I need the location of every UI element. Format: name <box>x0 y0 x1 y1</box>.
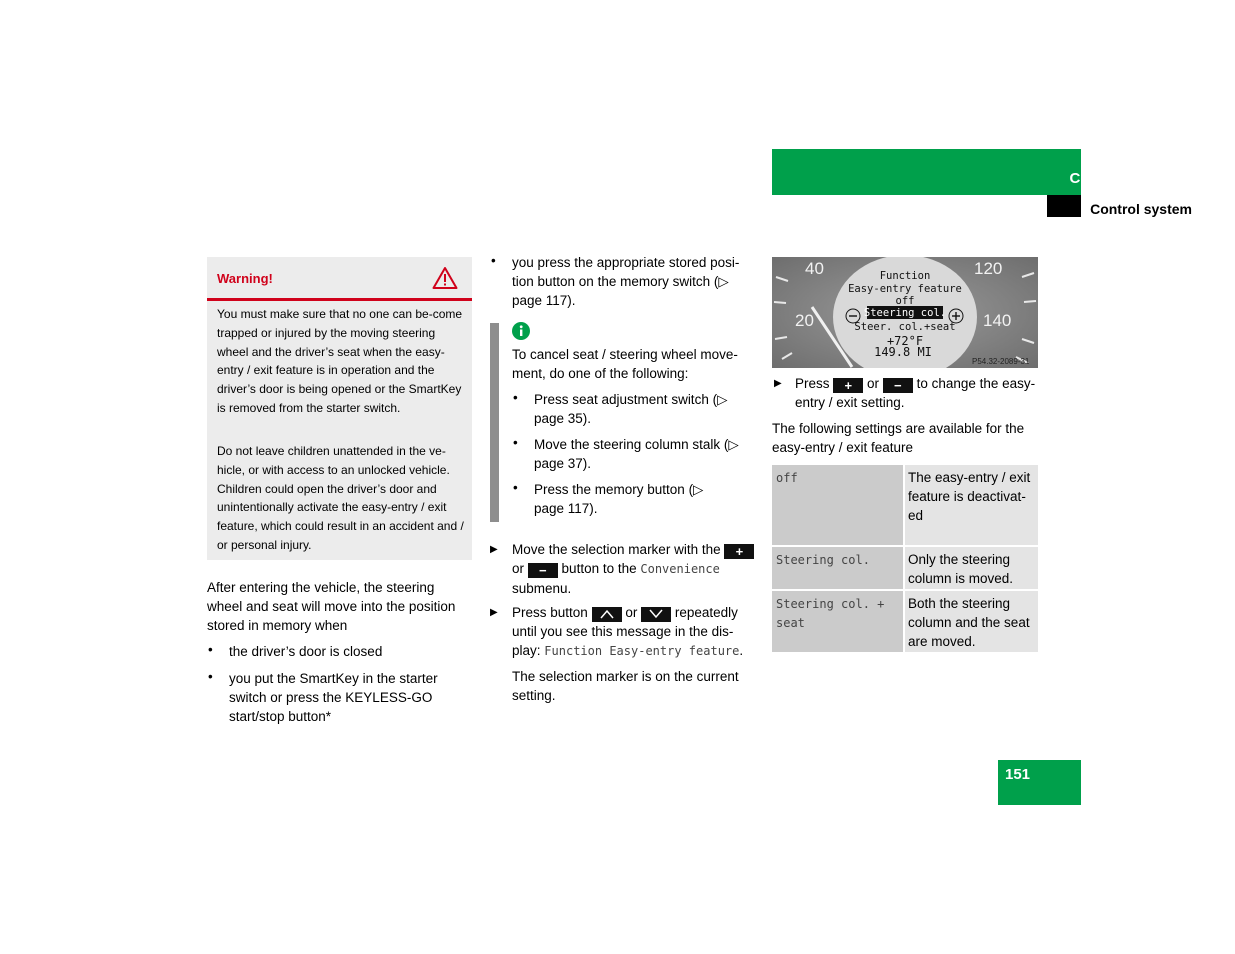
warning-paragraph-2: Do not leave children unattended in the ve-hicle, or with access to an unlocked vehicle. Children could open the driver’s door and unintentionally activate the easy-entry / exit feature, which could result in an accident and / or personal injury. <box>217 444 464 552</box>
step-change-setting <box>795 374 1038 412</box>
step-text: or <box>867 376 880 391</box>
step-text: Press button <box>512 605 588 620</box>
display-temperature: +72°F <box>886 334 924 348</box>
display-mileage: 149.8 MI <box>874 345 932 359</box>
setting-description: The easy-entry / exit feature is deactivat-ed <box>905 465 1038 545</box>
table-row <box>772 591 1038 652</box>
step-text: Press <box>795 376 830 391</box>
table-row <box>772 465 1038 545</box>
step-arrow-icon: ▶ <box>774 378 782 389</box>
figure-reference: P54.32-2089-31 <box>972 357 1030 366</box>
warning-paragraph-1: You must make sure that no one can be-come trapped or injured by the moving steering wheel and the driver’s seat when the easy-entry / exit feature is in operation and the driver’s door is being opened or the SmartKey is removed from the starter switch. <box>217 307 463 415</box>
step-text: to change the easy-entry / exit setting. <box>795 376 1036 410</box>
minus-button-icon: − <box>528 563 558 578</box>
list-item: Move the steering column stalk (▷ page 37). <box>534 437 739 471</box>
display-line: Steer. col.+seat <box>854 321 956 333</box>
step-text: repeatedly until you see this message in the dis-play: <box>512 605 738 658</box>
bullet-icon: • <box>513 480 518 495</box>
gauge-label: 20 <box>795 311 814 330</box>
down-button-icon <box>641 607 671 622</box>
display-selected-line: Steering col. <box>863 307 947 319</box>
setting-description: Both the steering column and the seat are moved. <box>905 591 1038 652</box>
bullet-icon: • <box>513 435 518 450</box>
info-icon <box>512 322 530 345</box>
settings-intro: The following settings are available for the easy-entry / exit feature <box>772 421 1025 455</box>
step-arrow-icon: ▶ <box>490 544 498 555</box>
list-item: the driver’s door is closed <box>229 644 383 659</box>
bullet-icon: • <box>491 253 496 268</box>
setting-name: off <box>772 465 903 545</box>
page-number: 151 <box>1005 766 1031 783</box>
minus-button-icon: − <box>883 378 913 393</box>
setting-description: Only the steering column is moved. <box>905 547 1038 589</box>
list-item: you put the SmartKey in the starter switch or press the KEYLESS-GO start/stop button* <box>229 671 438 724</box>
display-line: off <box>895 295 915 307</box>
warning-triangle-icon <box>432 266 458 295</box>
step-arrow-icon: ▶ <box>490 607 498 618</box>
step-press-button <box>512 603 756 661</box>
display-message: Function Easy-entry feature <box>544 644 740 658</box>
info-sidebar <box>490 323 499 522</box>
plus-button-icon: + <box>724 544 754 559</box>
gauge-label: 40 <box>805 259 824 278</box>
table-row <box>772 547 1038 589</box>
selection-note: The selection marker is on the current setting. <box>512 669 739 703</box>
list-item: Press seat adjustment switch (▷ page 35). <box>534 392 728 426</box>
gauge-label: 120 <box>974 259 1003 278</box>
step-text: Move the selection marker with the <box>512 542 721 557</box>
step-text: or <box>625 605 638 620</box>
bullet-icon: • <box>208 642 213 657</box>
step-text: submenu. <box>512 581 572 596</box>
menu-name: Convenience <box>640 562 720 576</box>
up-button-icon <box>592 607 622 622</box>
header-band <box>772 149 1081 195</box>
setting-name: Steering col. + seat <box>772 591 903 652</box>
header-marker <box>1047 195 1081 217</box>
plus-button-icon: + <box>833 378 863 393</box>
gauge-label: 140 <box>983 311 1012 330</box>
intro-paragraph: After entering the vehicle, the steering wheel and seat will move into the position stored in memory when <box>207 580 456 633</box>
display-line: Function <box>879 270 931 282</box>
display-line: Easy-entry feature <box>848 283 962 295</box>
subsection-title: Control system <box>1090 201 1192 217</box>
warning-title: Warning! <box>217 271 273 286</box>
section-title: Controls in detail <box>1069 170 1192 187</box>
step-text: . <box>739 643 744 658</box>
instrument-cluster-display <box>772 257 1038 368</box>
warning-header <box>207 257 472 299</box>
step-move-marker <box>512 540 756 598</box>
bullet-icon: • <box>208 669 213 684</box>
warning-divider <box>207 298 472 301</box>
bullet-icon: • <box>513 390 518 405</box>
step-text: or <box>512 561 525 576</box>
list-item: you press the appropriate stored posi-tion button on the memory switch (▷ page 117). <box>512 255 740 308</box>
list-item: Press the memory button (▷ page 117). <box>534 482 704 516</box>
step-text: button to the <box>561 561 637 576</box>
info-text: To cancel seat / steering wheel move-ment, do one of the following: <box>512 347 738 381</box>
setting-name: Steering col. <box>772 547 903 589</box>
